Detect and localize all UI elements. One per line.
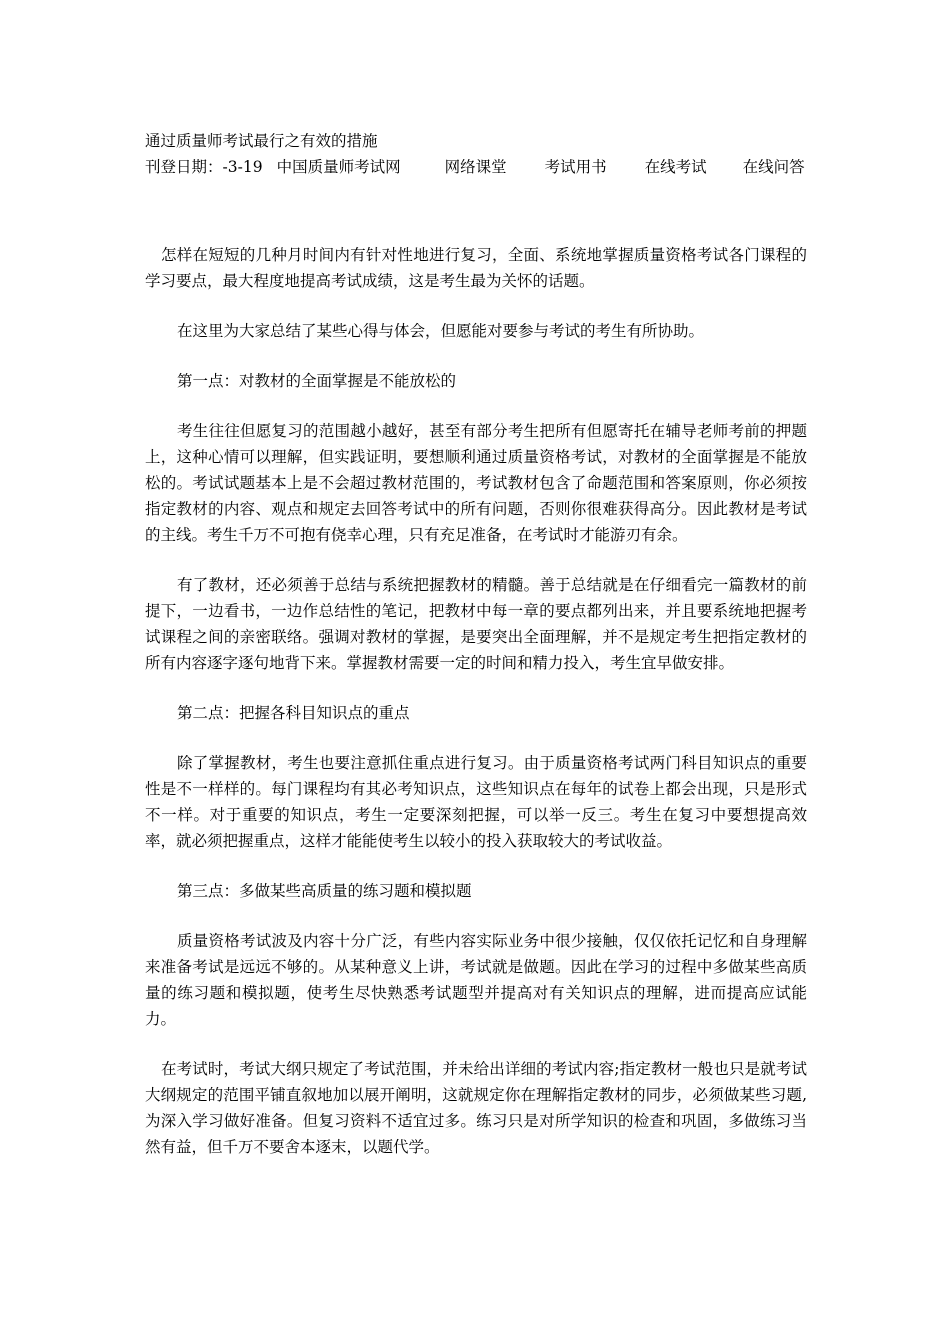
- article-title: 通过质量师考试最行之有效的措施: [145, 132, 378, 150]
- article-meta: [145, 154, 807, 180]
- article-body: [145, 242, 807, 1160]
- link-online-exam[interactable]: 在线考试: [644, 158, 707, 176]
- section-heading-2: 第二点：把握各科目知识点的重点: [177, 704, 410, 722]
- section-2-paragraph-1: 除了掌握教材，考生也要注意抓住重点进行复习。由于质量资格考试两门科目知识点的重要性是不一样样的。每门课程均有其必考知识点，这些知识点在每年的试卷上都会出现，只是形式不一样。对于重要的知识点，考生一定要深刻把握，可以举一反三。考生在复习中要想提高效率，就必须把握重点，这样才能能使考生以较小的投入获取较大的考试收益。: [145, 754, 807, 850]
- site-name: 中国质量师考试网: [276, 158, 401, 176]
- section-heading-1: 第一点：对教材的全面掌握是不能放松的: [177, 372, 457, 390]
- section-1-paragraph-1: 考生往往但愿复习的范围越小越好，甚至有部分考生把所有但愿寄托在辅导老师考前的押题上，这种心情可以理解，但实践证明，要想顺利通过质量资格考试，对教材的全面掌握是不能放松的。考试试题基本上是不会超过教材范围的，考试教材包含了命题范围和答案原则，你必须按指定教材的内容、观点和规定去回答考试中的所有问题，否则你很难获得高分。因此教材是考试的主线。考生千万不可抱有侥幸心理，只有充足准备，在考试时才能游刃有余。: [145, 422, 807, 544]
- link-exam-books[interactable]: 考试用书: [544, 158, 607, 176]
- publish-date: 刊登日期：-3-19: [145, 158, 263, 176]
- link-online-classroom[interactable]: 网络课堂: [444, 158, 507, 176]
- intro-paragraph: 怎样在短短的几种月时间内有针对性地进行复习，全面、系统地掌握质量资格考试各门课程的学习要点，最大程度地提高考试成绩，这是考生最为关怀的话题。: [145, 246, 807, 290]
- intro-paragraph-2: 在这里为大家总结了某些心得与体会，但愿能对要参与考试的考生有所协助。: [177, 322, 705, 340]
- section-3-paragraph-1: 质量资格考试波及内容十分广泛，有些内容实际业务中很少接触，仅仅依托记忆和自身理解来准备考试是远远不够的。从某种意义上讲，考试就是做题。因此在学习的过程中多做某些高质量的练习题和模拟题，使考生尽快熟悉考试题型并提高对有关知识点的理解，进而提高应试能力。: [145, 932, 807, 1028]
- section-heading-3: 第三点：多做某些高质量的练习题和模拟题: [177, 882, 472, 900]
- section-1-paragraph-2: 有了教材，还必须善于总结与系统把握教材的精髓。善于总结就是在仔细看完一篇教材的前提下，一边看书，一边作总结性的笔记，把教材中每一章的要点都列出来，并且要系统地把握考试课程之间的亲密联络。强调对教材的掌握，是要突出全面理解，并不是规定考生把指定教材的所有内容逐字逐句地背下来。掌握教材需要一定的时间和精力投入，考生宜早做安排。: [145, 576, 807, 672]
- link-online-qa[interactable]: 在线问答: [742, 158, 805, 176]
- closing-paragraph: 在考试时，考试大纲只规定了考试范围，并未给出详细的考试内容;指定教材一般也只是就考试大纲规定的范围平铺直叙地加以展开阐明，这就规定你在理解指定教材的同步，必须做某些习题,为深入学习做好准备。但复习资料不适宜过多。练习只是对所学知识的检查和巩固，多做练习当然有益，但千万不要舍本逐末，以题代学。: [145, 1060, 807, 1156]
- article: [145, 128, 807, 1184]
